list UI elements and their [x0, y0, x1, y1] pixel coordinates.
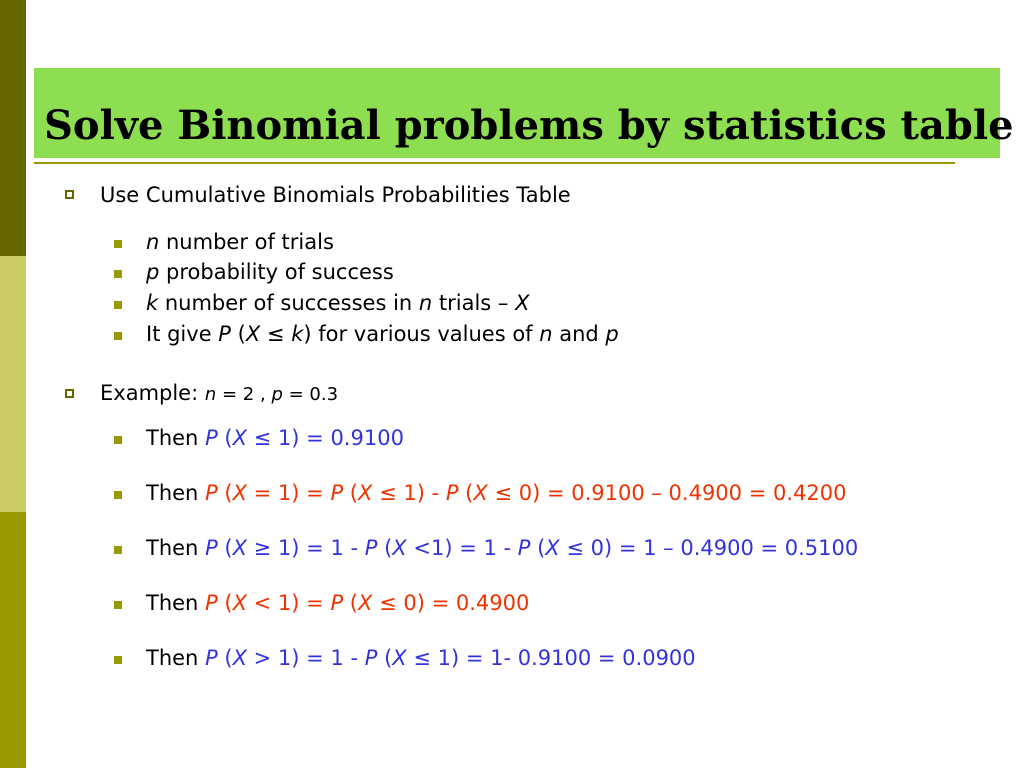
- then-line-3: Then P (X ≥ 1) = 1 - P (X <1) = 1 - P (X ≤ 0) = 1 – 0.4900 = 0.5100: [146, 536, 859, 560]
- sidebar-light-block: [0, 256, 26, 512]
- square-bullet-icon: [65, 190, 74, 199]
- filled-square-bullet-icon: [114, 240, 122, 248]
- filled-square-bullet-icon: [114, 436, 122, 444]
- bullet-use-table: Use Cumulative Binomials Probabilities Table: [100, 183, 571, 207]
- title-underline: [34, 162, 955, 164]
- then-line-1: Then P (X ≤ 1) = 0.9100: [146, 426, 404, 450]
- filled-square-bullet-icon: [114, 270, 122, 278]
- sidebar-dark-block: [0, 0, 26, 256]
- filled-square-bullet-icon: [114, 301, 122, 309]
- filled-square-bullet-icon: [114, 491, 122, 499]
- filled-square-bullet-icon: [114, 656, 122, 664]
- filled-square-bullet-icon: [114, 601, 122, 609]
- sidebar-mid-block: [0, 512, 26, 768]
- filled-square-bullet-icon: [114, 546, 122, 554]
- then-line-5: Then P (X > 1) = 1 - P (X ≤ 1) = 1- 0.9100 = 0.0900: [146, 646, 696, 670]
- item-n-trials: n number of trials: [146, 230, 334, 254]
- item-k-successes: k number of successes in n trials – X: [146, 291, 530, 315]
- filled-square-bullet-icon: [114, 332, 122, 340]
- square-bullet-icon: [65, 389, 74, 398]
- then-line-4: Then P (X < 1) = P (X ≤ 0) = 0.4900: [146, 591, 530, 615]
- then-line-2: Then P (X = 1) = P (X ≤ 1) - P (X ≤ 0) = 0.9100 – 0.4900 = 0.4200: [146, 481, 847, 505]
- slide-title: Solve Binomial problems by statistics table: [44, 102, 1014, 149]
- item-it-gives: It give P (X ≤ k) for various values of n and p: [146, 322, 619, 346]
- bullet-example: Example: n = 2 , p = 0.3: [100, 381, 339, 405]
- item-p-success: p probability of success: [146, 260, 394, 284]
